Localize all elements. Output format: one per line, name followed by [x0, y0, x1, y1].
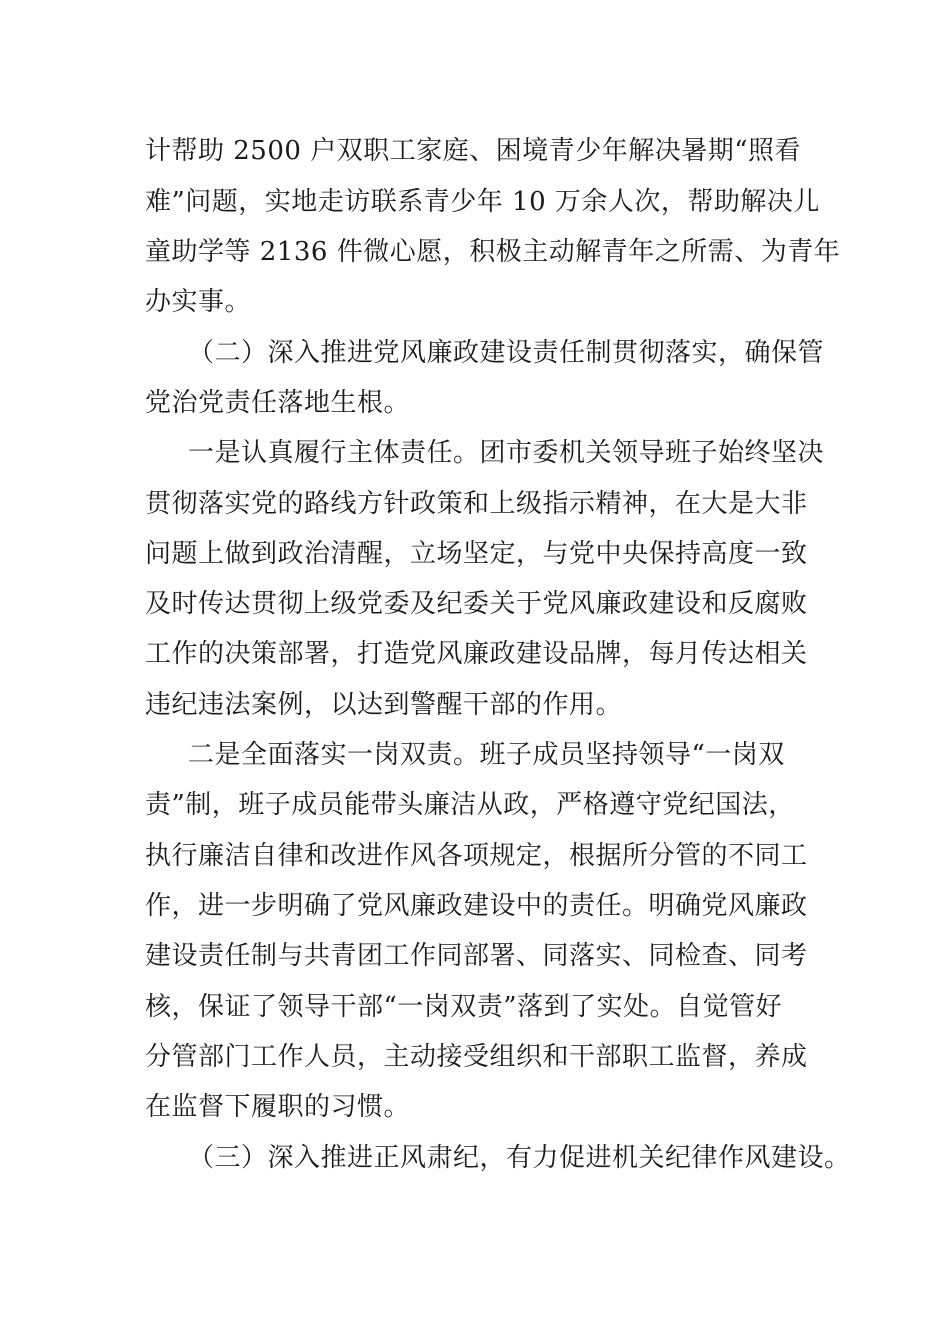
text-line: 工作的决策部署，打造党风廉政建设品牌，每月传达相关	[145, 639, 808, 669]
heading-line: （三）深入推进正风肃纪，有力促进机关纪律作风建设。	[188, 1143, 851, 1173]
text-line: 难”问题，实地走访联系青少年 10 万余人次，帮助解决儿	[145, 187, 820, 217]
text-line: 办实事。	[145, 287, 252, 317]
text-line: 贯彻落实党的路线方针政策和上级指示精神，在大是大非	[145, 489, 808, 519]
text-line: 建设责任制与共青团工作同部署、同落实、同检查、同考	[145, 941, 808, 971]
text-line: 分管部门工作人员，主动接受组织和干部职工监督，养成	[145, 1042, 808, 1072]
text-line: 计帮助 2500 户双职工家庭、困境青少年解决暑期“照看	[145, 136, 801, 166]
text-line: 违纪违法案例，以达到警醒干部的作用。	[145, 690, 623, 720]
text-line: 在监督下履职的习惯。	[145, 1092, 411, 1122]
text-line: 童助学等 2136 件微心愿，积极主动解青年之所需、为青年	[145, 237, 841, 267]
text-line: 核，保证了领导干部“一岗双责”落到了实处。自觉管好	[145, 992, 783, 1022]
heading-line: 党治党责任落地生根。	[145, 388, 411, 418]
text-line: 责”制，班子成员能带头廉洁从政，严格遵守党纪国法，	[145, 790, 795, 820]
heading-line: （二）深入推进党风廉政建设责任制贯彻落实，确保管	[188, 338, 825, 368]
text-line: 作，进一步明确了党风廉政建设中的责任。明确党风廉政	[145, 891, 808, 921]
text-line: 问题上做到政治清醒，立场坚定，与党中央保持高度一致	[145, 539, 808, 569]
text-line: 二是全面落实一岗双责。班子成员坚持领导“一岗双	[188, 740, 785, 770]
text-line: 执行廉洁自律和改进作风各项规定，根据所分管的不同工	[145, 841, 808, 871]
text-line: 及时传达贯彻上级党委及纪委关于党风廉政建设和反腐败	[145, 589, 808, 619]
text-line: 一是认真履行主体责任。团市委机关领导班子始终坚决	[188, 438, 825, 468]
